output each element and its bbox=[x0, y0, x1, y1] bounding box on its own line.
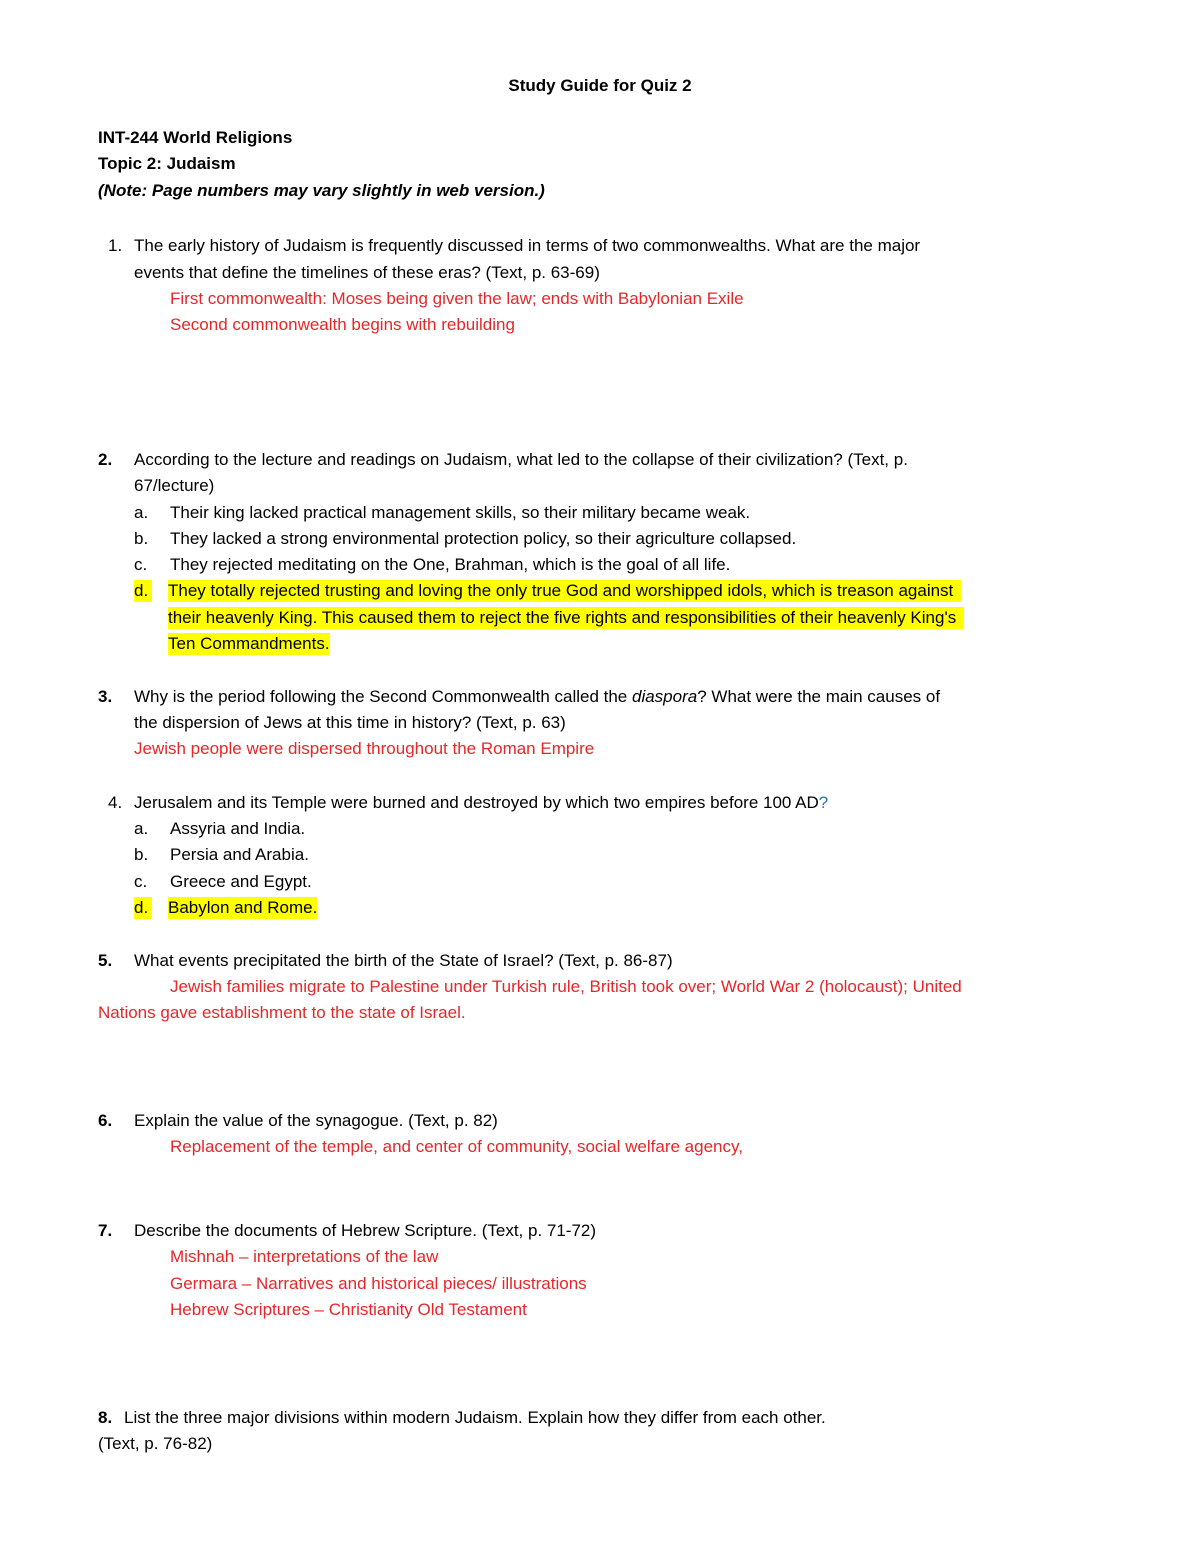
option-letter: b. bbox=[134, 845, 149, 864]
option-letter: b. bbox=[134, 529, 149, 548]
question-3-number: 3. bbox=[98, 687, 113, 706]
question-3-text bbox=[134, 686, 940, 708]
option-text: Greece and Egypt. bbox=[170, 872, 312, 891]
option-text: Persia and Arabia. bbox=[170, 845, 309, 864]
option-text: They rejected meditating on the One, Brahman, which is the goal of all life. bbox=[170, 555, 731, 574]
option-letter: c. bbox=[134, 872, 148, 891]
question-4-number: 4. bbox=[108, 793, 123, 812]
option-letter-correct: d. bbox=[134, 580, 152, 602]
question-1-number: 1. bbox=[108, 236, 123, 255]
option-text: Assyria and India. bbox=[170, 819, 306, 838]
question-6-answer: Replacement of the temple, and center of community, social welfare agency, bbox=[170, 1137, 743, 1156]
question-5-number: 5. bbox=[98, 951, 113, 970]
question-7-answer: Mishnah – interpretations of the law bbox=[170, 1247, 439, 1266]
question-7-text: Describe the documents of Hebrew Scripture. (Text, p. 71-72) bbox=[134, 1221, 597, 1240]
option-text: Their king lacked practical management skills, so their military became weak. bbox=[170, 503, 751, 522]
question-8-number: 8. bbox=[98, 1408, 113, 1427]
question-4-question-mark: ? bbox=[818, 793, 829, 812]
topic-name: Topic 2: Judaism bbox=[98, 154, 236, 173]
document-title: Study Guide for Quiz 2 bbox=[508, 76, 692, 95]
question-7-number: 7. bbox=[98, 1221, 113, 1240]
question-3-text-c: ? What were the main causes of bbox=[697, 687, 941, 706]
option-text-correct: They totally rejected trusting and loving the only true God and worshipped idols, which is treason against bbox=[168, 580, 961, 602]
option-letter: c. bbox=[134, 555, 148, 574]
question-5-answer-cont: Nations gave establishment to the state of Israel. bbox=[98, 1003, 466, 1022]
option-text: They lacked a strong environmental protection policy, so their agriculture collapsed. bbox=[170, 529, 797, 548]
question-4-text bbox=[134, 792, 828, 814]
option-letter-correct: d. bbox=[134, 897, 152, 919]
question-1-answer: Second commonwealth begins with rebuilding bbox=[170, 315, 515, 334]
question-1-text-cont: events that define the timelines of these eras? (Text, p. 63-69) bbox=[134, 263, 600, 282]
question-3-term: diaspora bbox=[632, 687, 698, 706]
question-5-answer: Jewish families migrate to Palestine under Turkish rule, British took over; World War 2 (holocaust); United bbox=[170, 977, 962, 996]
question-1-text: The early history of Judaism is frequently discussed in terms of two commonwealths. What are the major bbox=[134, 236, 921, 255]
page-note: (Note: Page numbers may vary slightly in web version.) bbox=[98, 181, 545, 200]
question-6-number: 6. bbox=[98, 1111, 113, 1130]
option-text-correct: Babylon and Rome. bbox=[168, 898, 318, 917]
question-2-text: According to the lecture and readings on Judaism, what led to the collapse of their civilization? (Text, p. bbox=[134, 450, 908, 469]
question-3-text-cont: the dispersion of Jews at this time in history? (Text, p. 63) bbox=[134, 713, 566, 732]
question-3-answer: Jewish people were dispersed throughout the Roman Empire bbox=[134, 739, 595, 758]
question-7-answer: Germara – Narratives and historical pieces/ illustrations bbox=[170, 1274, 587, 1293]
question-7-answer: Hebrew Scriptures – Christianity Old Testament bbox=[170, 1300, 527, 1319]
question-8-text: List the three major divisions within modern Judaism. Explain how they differ from each other. bbox=[124, 1408, 826, 1427]
question-8-text-cont: (Text, p. 76-82) bbox=[98, 1434, 213, 1453]
option-letter: a. bbox=[134, 503, 149, 522]
question-6-text: Explain the value of the synagogue. (Text, p. 82) bbox=[134, 1111, 498, 1130]
option-text-correct-cont: Ten Commandments. bbox=[168, 634, 330, 653]
option-letter: a. bbox=[134, 819, 149, 838]
course-name: INT-244 World Religions bbox=[98, 128, 293, 147]
question-3-text-a: Why is the period following the Second Commonwealth called the bbox=[134, 687, 632, 706]
question-1-answer: First commonwealth: Moses being given the law; ends with Babylonian Exile bbox=[170, 289, 744, 308]
question-4-text-main: Jerusalem and its Temple were burned and destroyed by which two empires before 100 AD bbox=[134, 793, 819, 812]
question-2-text-cont: 67/lecture) bbox=[134, 476, 215, 495]
option-text-correct-cont: their heavenly King. This caused them to reject the five rights and responsibilities of their heavenly King's bbox=[168, 607, 964, 629]
question-2-number: 2. bbox=[98, 450, 113, 469]
question-5-text: What events precipitated the birth of the State of Israel? (Text, p. 86-87) bbox=[134, 951, 673, 970]
